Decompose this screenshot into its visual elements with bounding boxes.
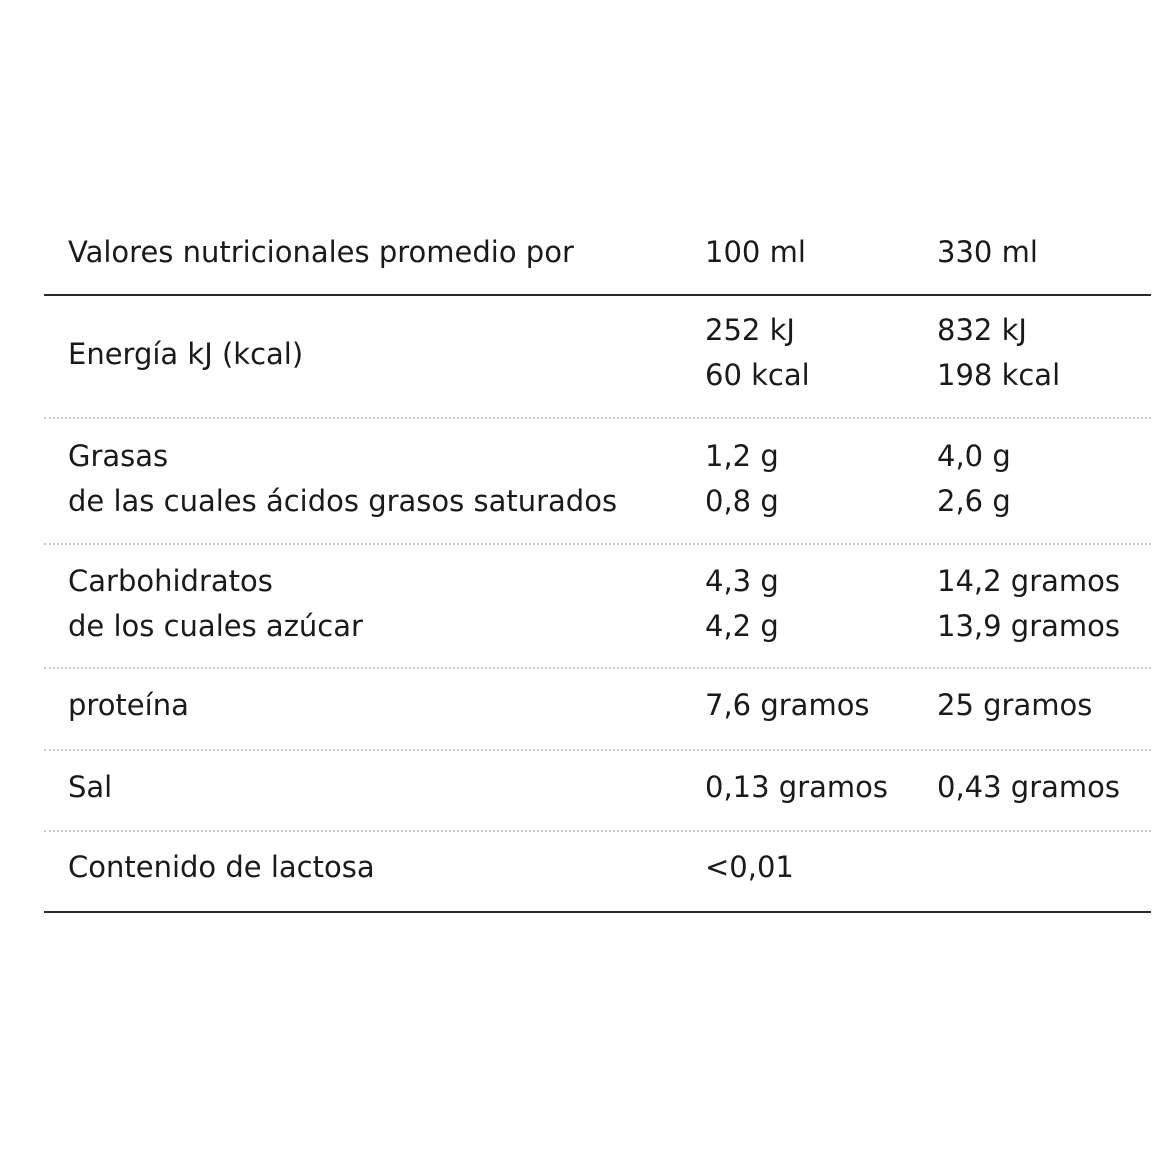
header-col-100ml: 100 ml — [705, 235, 806, 269]
nutrition-table — [44, 222, 1151, 913]
value: 252 kJ — [705, 313, 795, 347]
row-values-330ml — [937, 559, 1120, 649]
table-row-sal — [44, 751, 1151, 832]
value: 2,6 g — [937, 484, 1011, 518]
value: 198 kcal — [937, 358, 1061, 392]
header-col-330ml: 330 ml — [937, 235, 1038, 269]
table-row-energia — [44, 296, 1151, 419]
row-label: Sal — [68, 770, 113, 804]
row-label: Energía kJ (kcal) — [68, 337, 304, 371]
value: 0,8 g — [705, 484, 779, 518]
row-values-100ml — [705, 434, 779, 524]
row-label: Grasas — [68, 439, 169, 473]
value: 14,2 gramos — [937, 564, 1120, 598]
value: 4,2 g — [705, 609, 779, 643]
row-values-330ml — [937, 308, 1060, 398]
value: 832 kJ — [937, 313, 1027, 347]
row-labels — [68, 559, 363, 649]
row-values-100ml — [705, 308, 810, 398]
row-label: Contenido de lactosa — [68, 850, 375, 884]
table-row-proteina — [44, 669, 1151, 751]
row-values-330ml — [937, 434, 1011, 524]
row-values-100ml — [705, 559, 779, 649]
row-label: proteína — [68, 688, 189, 722]
value-100ml: 7,6 gramos — [705, 688, 870, 722]
row-sublabel: de los cuales azúcar — [68, 609, 363, 643]
value: 60 kcal — [705, 358, 810, 392]
value: 4,0 g — [937, 439, 1011, 473]
value: 13,9 gramos — [937, 609, 1120, 643]
table-header-row — [44, 222, 1151, 296]
header-label: Valores nutricionales promedio por — [68, 235, 574, 269]
value-100ml: <0,01 — [705, 850, 794, 884]
value-100ml: 0,13 gramos — [705, 770, 888, 804]
value: 4,3 g — [705, 564, 779, 598]
table-row-lactosa — [44, 832, 1151, 913]
value-330ml: 0,43 gramos — [937, 770, 1120, 804]
row-label: Carbohidratos — [68, 564, 273, 598]
row-sublabel: de las cuales ácidos grasos saturados — [68, 484, 618, 518]
value-330ml: 25 gramos — [937, 688, 1093, 722]
value: 1,2 g — [705, 439, 779, 473]
table-row-grasas — [44, 419, 1151, 545]
table-row-carbohidratos — [44, 545, 1151, 669]
row-labels — [68, 434, 617, 524]
